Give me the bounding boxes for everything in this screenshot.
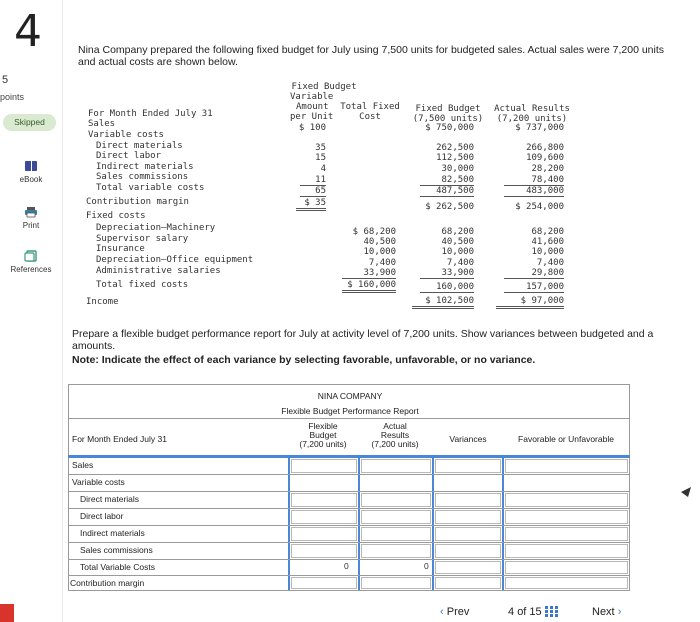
col-line xyxy=(432,457,434,590)
page-indicator[interactable] xyxy=(508,606,558,618)
fb-per-unit: 35 xyxy=(315,143,326,153)
fb-label: Total fixed costs xyxy=(96,280,189,290)
header-flexible-line2: Budget xyxy=(309,430,337,440)
question-text-line2: and actual costs are shown below. xyxy=(78,56,238,68)
fb-actual: 7,400 xyxy=(536,258,564,268)
fb-label: Direct materials xyxy=(96,141,183,151)
fb-label: Administrative salaries xyxy=(96,266,221,276)
row-line xyxy=(68,474,630,475)
row-line xyxy=(68,590,630,591)
next-label: Next xyxy=(592,606,615,618)
fb-actual: $ 737,000 xyxy=(515,123,564,133)
header-col3-line2: (7,500 units) xyxy=(412,114,484,124)
sc-actual-input[interactable] xyxy=(361,544,431,558)
header-actual-line3: (7,200 units) xyxy=(371,439,419,449)
fb-label: Depreciation—Office equipment xyxy=(96,255,254,265)
fb-per-unit: 65 xyxy=(300,186,326,197)
fb-budget: 487,500 xyxy=(420,186,474,197)
cm-actual-input[interactable] xyxy=(361,577,431,589)
fb-budget: 160,000 xyxy=(420,282,474,293)
col-line xyxy=(288,457,290,590)
fb-label: Sales commissions xyxy=(96,172,189,182)
header-flexible-budget xyxy=(290,422,356,449)
fb-actual: $ 97,000 xyxy=(496,296,564,309)
row-line xyxy=(68,542,630,543)
sc-flexible-input[interactable] xyxy=(291,544,357,558)
fb-per-unit: $ 100 xyxy=(298,123,326,133)
question-text xyxy=(78,44,698,68)
header-col2 xyxy=(338,102,402,122)
fb-budget: 30,000 xyxy=(441,164,474,174)
im-actual-input[interactable] xyxy=(361,527,431,541)
fb-fixed: $ 160,000 xyxy=(342,280,396,293)
header-variances: Variances xyxy=(449,434,487,444)
report-title: Flexible Budget Performance Report xyxy=(281,406,419,416)
fb-fixed: 10,000 xyxy=(363,247,396,257)
row-line xyxy=(68,457,630,458)
header-flexible-line3: (7,200 units) xyxy=(299,439,347,449)
sc-favorable-select[interactable] xyxy=(505,544,628,558)
header-col4-line1: Actual Results xyxy=(494,104,570,114)
ebook-button[interactable] xyxy=(0,160,62,184)
report-top-border xyxy=(68,384,630,385)
fb-budget: 40,500 xyxy=(441,237,474,247)
page-current: 4 xyxy=(508,606,515,618)
fb-budget: 10,000 xyxy=(441,247,474,257)
fb-label: Variable costs xyxy=(88,130,164,140)
fb-budget: 82,500 xyxy=(420,175,474,186)
im-flexible-input[interactable] xyxy=(291,527,357,541)
fixed-budget-period: For Month Ended July 31 xyxy=(88,109,213,119)
references-button[interactable] xyxy=(0,250,62,274)
points-value: 5 xyxy=(2,74,9,86)
header-col1-line4: per Unit xyxy=(290,112,334,122)
report-row-label: Indirect materials xyxy=(80,528,145,538)
fb-per-unit: 4 xyxy=(320,164,326,174)
fb-budget: $ 262,500 xyxy=(425,202,474,212)
chevron-right-icon: › xyxy=(617,606,622,618)
print-label: Print xyxy=(22,221,40,230)
question-text-line1: Nina Company prepared the following fixed budget for July using 7,500 units for budgeted sales. Actual sales were 7,200 units xyxy=(78,44,665,56)
report-period: For Month Ended July 31 xyxy=(72,434,167,444)
col-line xyxy=(502,457,504,590)
book-icon xyxy=(24,160,38,172)
fb-label: Supervisor salary xyxy=(96,234,189,244)
report-row-label: Total Variable Costs xyxy=(80,562,155,572)
fb-actual: 266,800 xyxy=(526,143,564,153)
instructions-note: Note: Indicate the effect of each variance by selecting favorable, unfavorable, or no variance. xyxy=(72,354,536,366)
fb-actual: 483,000 xyxy=(504,186,564,197)
references-icon xyxy=(24,250,38,262)
header-col4-line2: (7,200 units) xyxy=(496,114,568,124)
left-rail xyxy=(0,0,63,622)
fb-actual: 28,200 xyxy=(531,164,564,174)
header-col1-rest xyxy=(290,92,333,122)
fb-label: Indirect materials xyxy=(96,162,194,172)
header-flexible-line1: Flexible xyxy=(308,421,338,431)
cm-favorable-select[interactable] xyxy=(505,577,628,589)
row-line xyxy=(68,559,630,560)
dl-variance-input[interactable] xyxy=(435,510,501,524)
printer-icon xyxy=(24,206,38,218)
fb-fixed: 40,500 xyxy=(363,237,396,247)
report-row-label: Sales commissions xyxy=(80,545,153,555)
fb-label: Income xyxy=(86,297,119,307)
header-col1-line1: Fixed Budget xyxy=(291,82,357,92)
fb-budget: 112,500 xyxy=(436,153,474,163)
total-variable-flexible: 0 xyxy=(344,561,349,571)
fb-budget: 7,400 xyxy=(446,258,474,268)
fb-fixed: $ 68,200 xyxy=(352,227,396,237)
sc-variance-input[interactable] xyxy=(435,544,501,558)
references-label: References xyxy=(10,265,52,274)
tvc-variance-input[interactable] xyxy=(435,561,501,574)
dl-flexible-input[interactable] xyxy=(291,510,357,524)
fb-label: Contribution margin xyxy=(86,197,189,207)
fb-budget: 262,500 xyxy=(436,143,474,153)
row-line xyxy=(68,525,630,526)
fb-budget: 33,900 xyxy=(420,268,474,279)
fb-per-unit: 11 xyxy=(300,175,326,186)
fb-actual: 109,600 xyxy=(526,153,564,163)
fb-actual: 68,200 xyxy=(531,227,564,237)
dl-actual-input[interactable] xyxy=(361,510,431,524)
header-actual-line2: Results xyxy=(380,430,410,440)
report-row-label: Direct labor xyxy=(80,511,124,521)
fb-actual: $ 254,000 xyxy=(515,202,564,212)
header-col2-line2: Cost xyxy=(359,112,381,122)
fb-actual: 10,000 xyxy=(531,247,564,257)
instructions xyxy=(72,328,700,366)
header-col4 xyxy=(492,104,572,124)
grid-icon xyxy=(545,606,558,617)
header-col1-line3: Amount xyxy=(296,102,329,112)
report-title-divider xyxy=(68,418,630,419)
report-row-label: Direct materials xyxy=(80,494,140,504)
fb-label: Fixed costs xyxy=(86,211,146,221)
page-of: of 15 xyxy=(517,606,542,618)
cm-variance-input[interactable] xyxy=(435,577,501,589)
dl-favorable-select[interactable] xyxy=(505,510,628,524)
header-favorable: Favorable or Unfavorable xyxy=(518,434,614,444)
header-col3 xyxy=(410,104,486,124)
cursor-icon xyxy=(680,486,692,498)
sales-flexible-input[interactable] xyxy=(291,459,357,473)
fb-label: Direct labor xyxy=(96,151,162,161)
print-button[interactable] xyxy=(0,206,62,230)
total-variable-actual: 0 xyxy=(424,561,429,571)
dm-flexible-input[interactable] xyxy=(291,493,357,507)
im-variance-input[interactable] xyxy=(435,527,501,541)
progress-marker xyxy=(0,604,14,622)
sales-favorable-select[interactable] xyxy=(505,459,628,473)
sales-actual-input[interactable] xyxy=(361,459,431,473)
dm-actual-input[interactable] xyxy=(361,493,431,507)
row-line xyxy=(68,491,630,492)
fb-label: Total variable costs xyxy=(96,183,205,193)
points-label: points xyxy=(0,92,25,102)
fb-fixed: 7,400 xyxy=(368,258,396,268)
report-row-label: Variable costs xyxy=(72,477,125,487)
dm-favorable-select[interactable] xyxy=(505,493,628,507)
fb-per-unit: 15 xyxy=(315,153,326,163)
fb-per-unit: $ 35 xyxy=(296,198,326,211)
header-actual-line1: Actual xyxy=(383,421,407,431)
report-company: NINA COMPANY xyxy=(317,391,383,401)
prev-button[interactable] xyxy=(440,606,469,618)
chevron-left-icon: ‹ xyxy=(440,606,444,618)
header-actual-results xyxy=(362,422,428,449)
instructions-line2: amounts. xyxy=(72,340,116,352)
tvc-favorable-select[interactable] xyxy=(505,561,628,574)
header-col3-line1: Fixed Budget xyxy=(415,104,481,114)
im-favorable-select[interactable] xyxy=(505,527,628,541)
fb-budget: $ 750,000 xyxy=(425,123,474,133)
next-button[interactable] xyxy=(592,606,621,618)
header-col2-line1: Total Fixed xyxy=(340,102,400,112)
row-line xyxy=(68,508,630,509)
fb-budget: $ 102,500 xyxy=(412,296,474,309)
prev-label: Prev xyxy=(446,606,470,618)
fb-label: Sales xyxy=(88,119,116,129)
report-row-label: Sales xyxy=(72,460,94,470)
question-number: 4 xyxy=(14,6,42,57)
cm-flexible-input[interactable] xyxy=(291,577,357,589)
sales-variance-input[interactable] xyxy=(435,459,501,473)
fb-label: Insurance xyxy=(96,244,145,254)
fb-actual: 41,600 xyxy=(531,237,564,247)
fb-actual: 157,000 xyxy=(504,282,564,293)
status-badge: Skipped xyxy=(3,114,56,131)
fb-actual: 78,400 xyxy=(504,175,564,186)
header-fixed-budget xyxy=(284,82,364,92)
header-col1-line2: Variable xyxy=(290,92,334,102)
fb-label: Depreciation—Machinery xyxy=(96,223,216,233)
ebook-label: eBook xyxy=(19,175,43,184)
fb-budget: 68,200 xyxy=(441,227,474,237)
col-line xyxy=(358,457,360,590)
report-row-label: Contribution margin xyxy=(70,578,145,588)
dm-variance-input[interactable] xyxy=(435,493,501,507)
fb-actual: 29,800 xyxy=(504,268,564,279)
instructions-line1: Prepare a flexible budget performance report for July at activity level of 7,200 units. Show variances between budgeted and a xyxy=(72,328,654,340)
row-line xyxy=(68,575,630,576)
fb-fixed: 33,900 xyxy=(342,268,396,279)
